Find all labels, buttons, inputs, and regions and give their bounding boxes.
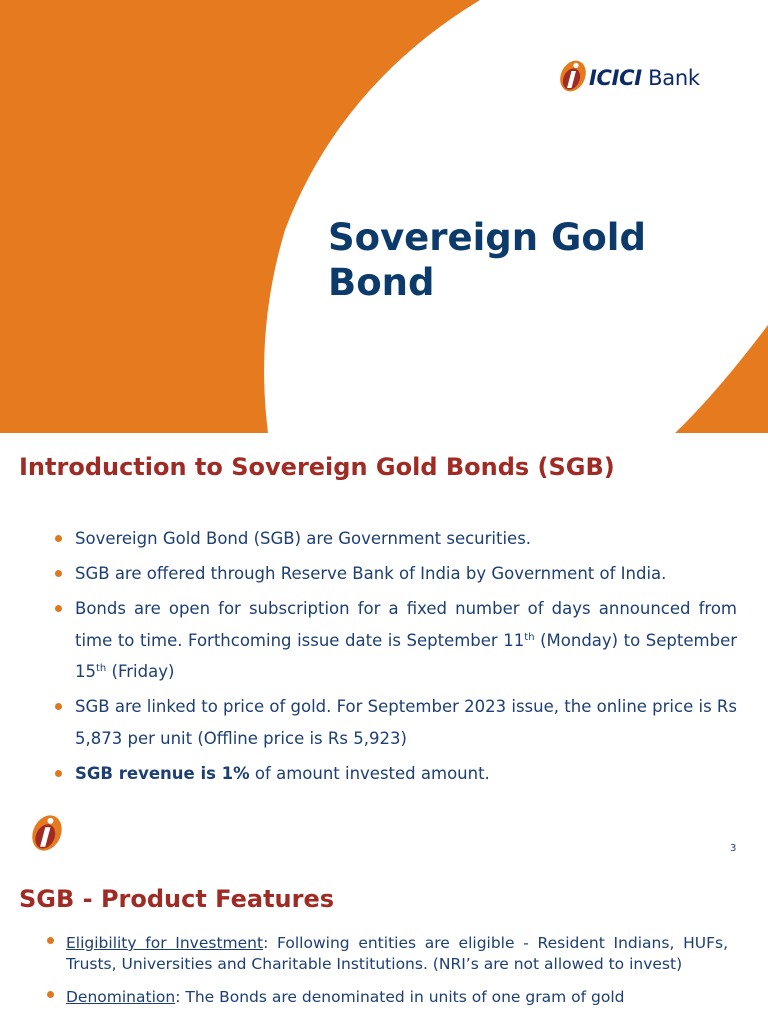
features-heading: SGB - Product Features xyxy=(19,885,335,913)
icici-bank-logo xyxy=(557,56,727,96)
intro-bullet xyxy=(75,558,737,590)
intro-bullet-text: Bonds are open for subscription for a fixed number of days announced from time to time. Forthcoming issue date is September 11 xyxy=(75,599,737,650)
feature-label: Eligibility for Investment xyxy=(66,934,264,952)
page-number: 3 xyxy=(730,843,737,854)
logo-wordmark xyxy=(589,66,700,90)
feature-text: : Following entities are eligible - Resident Indians, HUFs, Trusts, Universities and Charitable Institutions. (NRI’s are not allowed to invest) xyxy=(66,934,728,973)
logo-brand: ICICI xyxy=(589,66,642,90)
intro-bullet-list xyxy=(75,523,737,793)
intro-bullet-text: SGB are linked to price of gold. For September 2023 issue, the online price is Rs 5,873 per unit (Offline price is Rs 5,923) xyxy=(75,697,737,748)
icici-i-icon xyxy=(557,56,589,96)
cover-slide xyxy=(0,0,768,433)
features-bullet-list xyxy=(66,933,728,1021)
intro-bullet-text: Sovereign Gold Bond (SGB) are Government securities. xyxy=(75,529,532,548)
intro-bullet xyxy=(75,758,737,790)
intro-heading: Introduction to Sovereign Gold Bonds (SGB) xyxy=(19,453,615,481)
features-bullet xyxy=(66,987,728,1008)
intro-bullet xyxy=(75,691,737,754)
intro-bullet xyxy=(75,523,737,555)
intro-bullet-text: (Friday) xyxy=(106,662,175,681)
intro-bullet-text: SGB are offered through Reserve Bank of India by Government of India. xyxy=(75,564,667,583)
intro-bullet-text: (Monday) to September 15 xyxy=(75,630,738,681)
intro-bullet-text: of amount invested amount. xyxy=(249,763,490,783)
intro-bullet-strong: SGB revenue is 1% xyxy=(75,763,250,783)
icici-i-icon xyxy=(25,810,69,856)
cover-title: Sovereign Gold Bond xyxy=(328,216,646,304)
features-bullet xyxy=(66,933,728,974)
ordinal-suffix: th xyxy=(96,663,107,674)
ordinal-suffix: th xyxy=(524,631,535,643)
intro-bullet xyxy=(75,593,737,688)
feature-text: : The Bonds are denominated in units of one gram of gold xyxy=(175,988,625,1006)
feature-label: Denomination xyxy=(66,988,176,1006)
logo-suffix: Bank xyxy=(648,66,700,90)
